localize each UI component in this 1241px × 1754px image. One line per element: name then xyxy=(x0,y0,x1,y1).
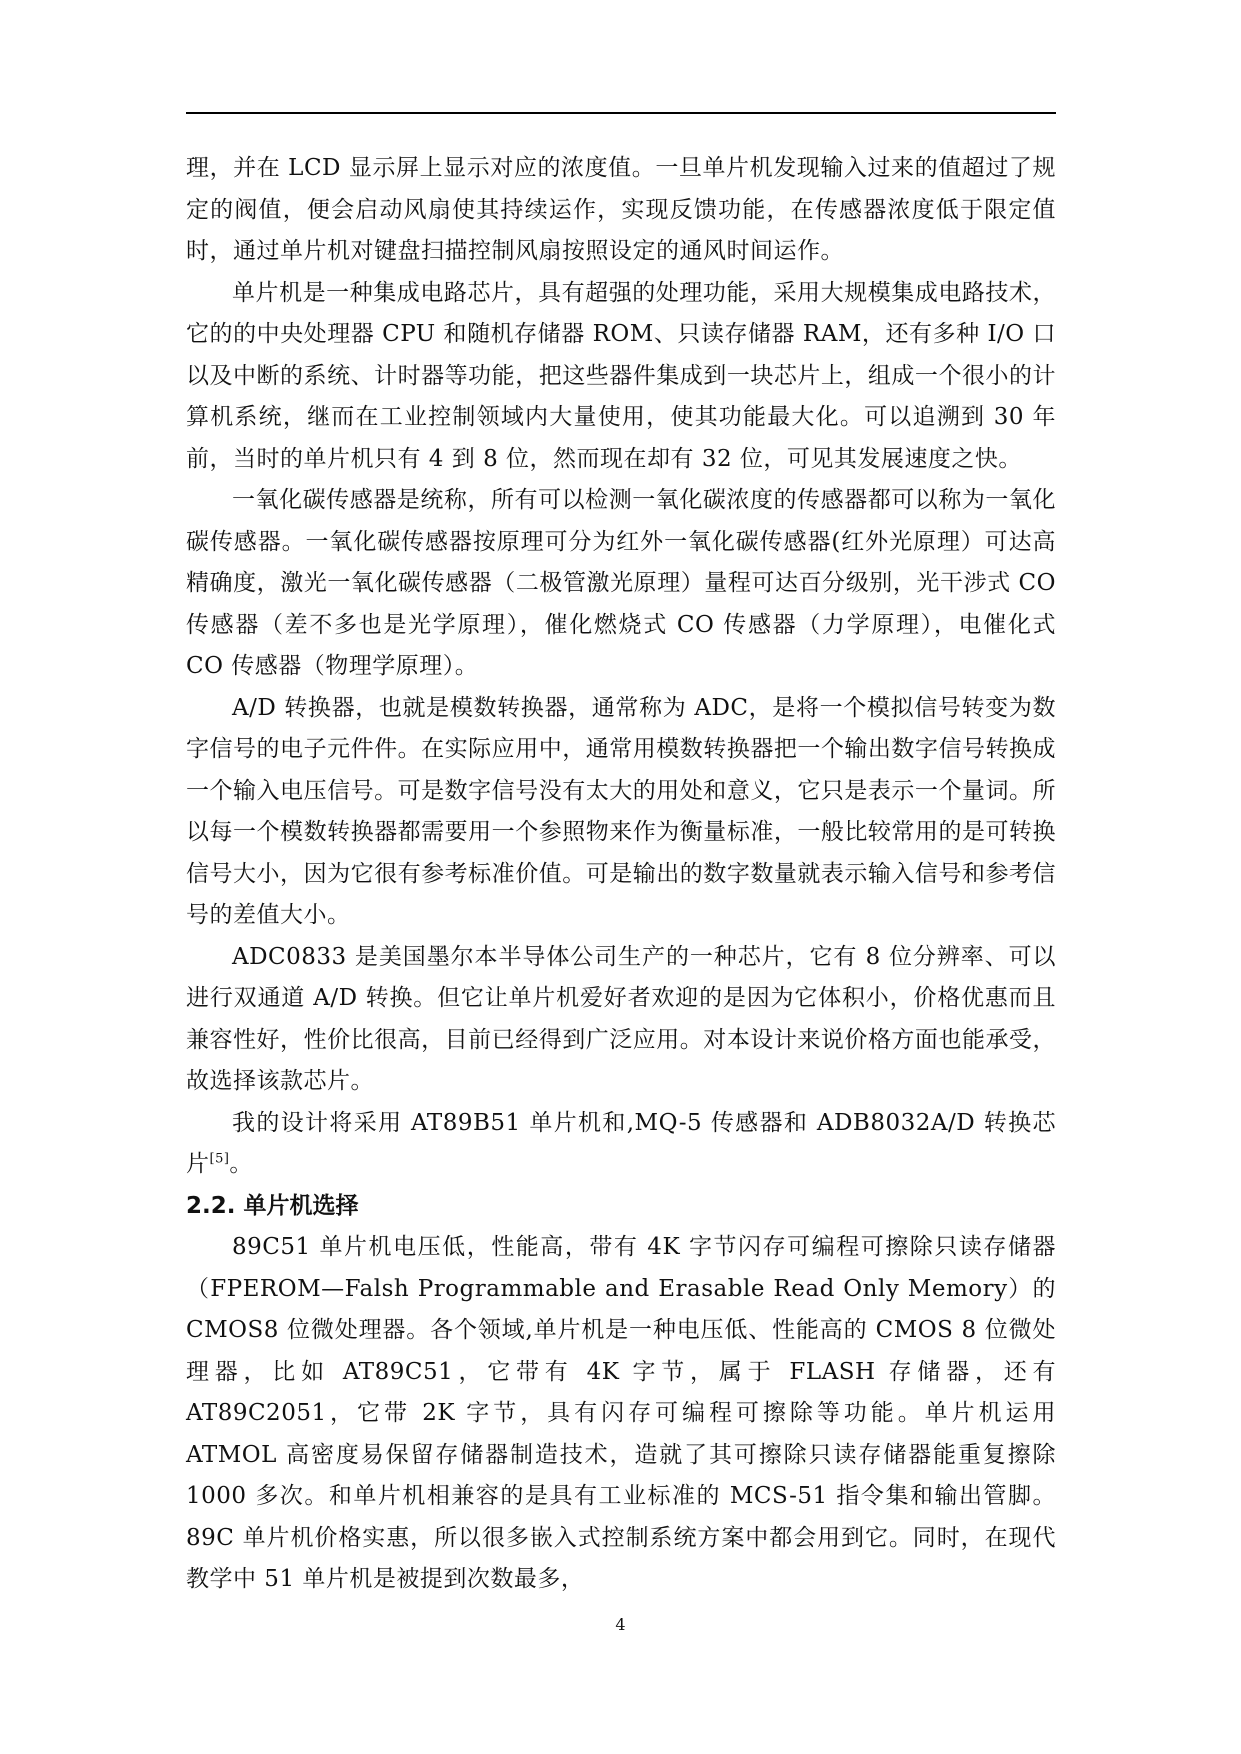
paragraph-end-punctuation: 。 xyxy=(229,1151,253,1177)
section-heading: 2.2. 单片机选择 xyxy=(186,1192,359,1219)
page-number: 4 xyxy=(615,1615,626,1634)
paragraph-text: 我的设计将采用 AT89B51 单片机和,MQ-5 传感器和 ADB8032A/D 转换芯片 xyxy=(186,1109,1056,1177)
paragraph-with-citation xyxy=(186,1103,1056,1186)
header-rule xyxy=(186,112,1056,114)
paragraph: 一氧化碳传感器是统称，所有可以检测一氧化碳浓度的传感器都可以称为一氧化碳传感器。一氧化碳传感器按原理可分为红外一氧化碳传感器(红外光原理）可达高精确度，激光一氧化碳传感器（二极管激光原理）量程可达百分级别，光干涉式 CO 传感器（差不多也是光学原理），催化燃烧式 CO 传感器（力学原理），电催化式 CO 传感器（物理学原理）。 xyxy=(186,487,1056,679)
document-body xyxy=(186,148,1056,1601)
paragraph: ADC0833 是美国墨尔本半导体公司生产的一种芯片，它有 8 位分辨率、可以进行双通道 A/D 转换。但它让单片机爱好者欢迎的是因为它体积小，价格优惠而且兼容性好，性价比很高，目前已经得到广泛应用。对本设计来说价格方面也能承受，故选择该款芯片。 xyxy=(186,943,1056,1094)
paragraph: 单片机是一种集成电路芯片，具有超强的处理功能，采用大规模集成电路技术，它的的中央处理器 CPU 和随机存储器 ROM、只读存储器 RAM，还有多种 I/O 口以及中断的系统、计时器等功能，把这些器件集成到一块芯片上，组成一个很小的计算机系统，继而在工业控制领域内大量使用，使其功能最大化。可以追溯到 30 年前，当时的单片机只有 4 到 8 位，然而现在却有 32 位，可见其发展速度之快。 xyxy=(186,279,1056,472)
paragraph: A/D 转换器，也就是模数转换器，通常称为 ADC，是将一个模拟信号转变为数字信号的电子元件件。在实际应用中，通常用模数转换器把一个输出数字信号转换成一个输入电压信号。可是数字信号没有太大的用处和意义，它只是表示一个量词。所以每一个模数转换器都需要用一个参照物来作为衡量标准，一般比较常用的是可转换信号大小，因为它很有参考标准价值。可是输出的数字数量就表示输入信号和参考信号的差值大小。 xyxy=(186,694,1056,928)
paragraph: 89C51 单片机电压低，性能高，带有 4K 字节闪存可编程可擦除只读存储器（FPEROM—Falsh Programmable and Erasable Read Only Memory）的 CMOS8 位微处理器。各个领域,单片机是一种电压低、性能高的 CMOS 8 位微处理器，比如 AT89C51，它带有 4K 字节，属于 FLASH 存储器，还有 AT89C2051，它带 2K 字节，具有闪存可编程可擦除等功能。单片机运用 ATMOL 高密度易保留存储器制造技术，造就了其可擦除只读存储器能重复擦除 1000 多次。和单片机相兼容的是具有工业标准的 MCS-51 指令集和输出管脚。89C 单片机价格实惠，所以很多嵌入式控制系统方案中都会用到它。同时，在现代教学中 51 单片机是被提到次数最多， xyxy=(186,1234,1056,1592)
citation-reference[interactable]: [5] xyxy=(209,1151,230,1167)
paragraph: 理，并在 LCD 显示屏上显示对应的浓度值。一旦单片机发现输入过来的值超过了规定的阀值，便会启动风扇使其持续运作，实现反馈功能，在传感器浓度低于限定值时，通过单片机对键盘扫描控制风扇按照设定的通风时间运作。 xyxy=(186,155,1056,264)
